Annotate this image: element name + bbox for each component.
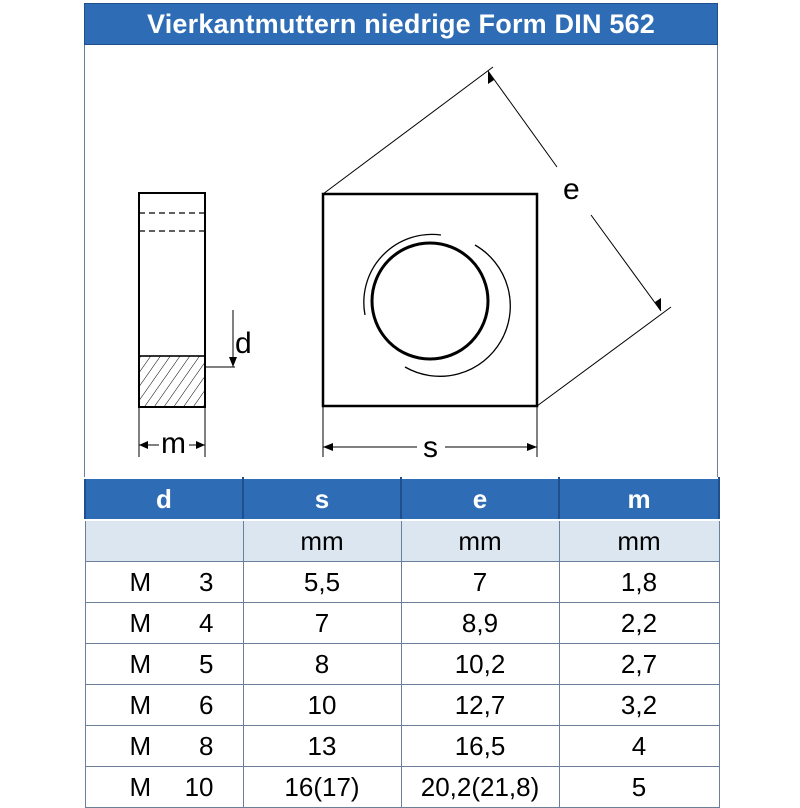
cell-m: 5 <box>559 767 719 808</box>
table-header-row <box>85 478 719 520</box>
bore-circle <box>372 243 488 359</box>
cell-s: 10 <box>243 685 401 726</box>
page-title: Vierkantmuttern niedrige Form DIN 562 <box>84 3 718 45</box>
table-row <box>85 562 719 603</box>
cell-s: 13 <box>243 726 401 767</box>
cell-d <box>85 603 243 644</box>
cell-e: 10,2 <box>401 644 559 685</box>
unit-e: mm <box>401 520 559 562</box>
header-e: e <box>401 478 559 520</box>
cell-d <box>85 562 243 603</box>
s-arrow-right <box>527 443 537 451</box>
m-arrow-right <box>196 441 205 449</box>
thread-arc-left <box>364 234 441 315</box>
e-dimension-upper <box>488 71 557 167</box>
thread-prefix: M <box>129 771 152 802</box>
cell-m: 2,2 <box>559 603 719 644</box>
cell-s: 7 <box>243 603 401 644</box>
square-outline <box>323 194 537 406</box>
cell-e: 16,5 <box>401 726 559 767</box>
cell-d <box>85 644 243 685</box>
cell-e: 20,2(21,8) <box>401 767 559 808</box>
thread-prefix: M <box>129 566 152 597</box>
thread-size: 5 <box>199 648 214 679</box>
label-e: e <box>563 173 580 206</box>
thread-prefix: M <box>129 648 152 679</box>
cell-m: 4 <box>559 726 719 767</box>
cell-m: 1,8 <box>559 562 719 603</box>
unit-m: mm <box>559 520 719 562</box>
thread-arc-right <box>405 245 510 376</box>
cell-e: 8,9 <box>401 603 559 644</box>
thread-prefix: M <box>129 730 152 761</box>
table-row <box>85 685 719 726</box>
dimension-table <box>84 477 720 808</box>
thread-size: 3 <box>199 566 214 597</box>
cell-m: 3,2 <box>559 685 719 726</box>
cell-s: 8 <box>243 644 401 685</box>
cell-e: 7 <box>401 562 559 603</box>
e-extension-top <box>323 67 493 194</box>
unit-d <box>85 520 243 562</box>
table-row <box>85 644 719 685</box>
thread-size: 8 <box>199 730 214 761</box>
label-m: m <box>161 427 186 460</box>
nut-drawing-svg <box>85 45 717 477</box>
cell-s: 5,5 <box>243 562 401 603</box>
e-extension-bottom <box>537 307 671 406</box>
cell-d <box>85 685 243 726</box>
thread-size: 10 <box>184 771 214 802</box>
label-s: s <box>423 431 438 464</box>
e-dimension-lower <box>591 215 661 311</box>
header-s: s <box>243 478 401 520</box>
thread-prefix: M <box>129 689 152 720</box>
label-d: d <box>235 327 252 360</box>
m-arrow-left <box>139 441 148 449</box>
datasheet <box>84 3 718 802</box>
thread-hatching <box>139 356 205 407</box>
side-view <box>139 193 252 460</box>
thread-size: 4 <box>199 607 214 638</box>
table-row <box>85 726 719 767</box>
unit-s: mm <box>243 520 401 562</box>
s-arrow-left <box>323 443 333 451</box>
header-d: d <box>85 478 243 520</box>
thread-prefix: M <box>129 607 152 638</box>
table-row <box>85 767 719 808</box>
cell-m: 2,7 <box>559 644 719 685</box>
technical-drawing <box>84 45 718 477</box>
cell-e: 12,7 <box>401 685 559 726</box>
thread-size: 6 <box>199 689 214 720</box>
front-view <box>323 67 671 464</box>
cell-s: 16(17) <box>243 767 401 808</box>
units-row <box>85 520 719 562</box>
table-row <box>85 603 719 644</box>
header-m: m <box>559 478 719 520</box>
cell-d <box>85 726 243 767</box>
cell-d <box>85 767 243 808</box>
